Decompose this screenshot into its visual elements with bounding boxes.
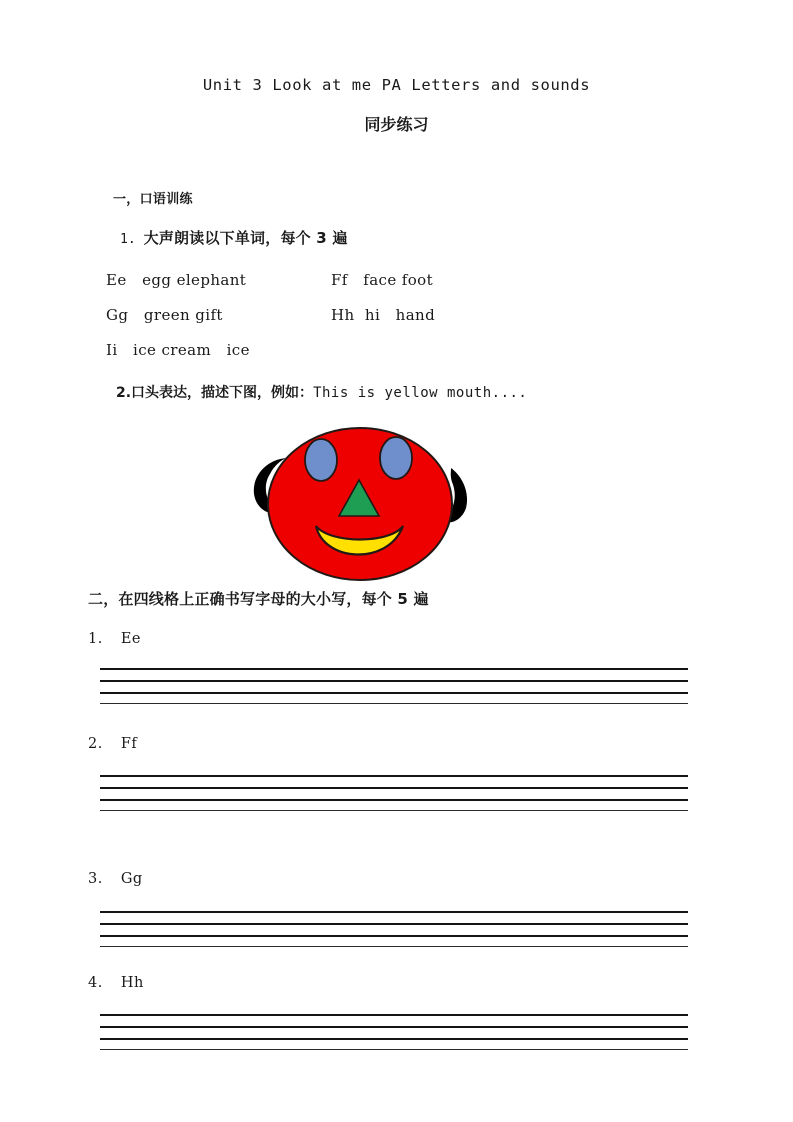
practice-item-number: 4.: [88, 975, 103, 991]
practice-item-number: 1.: [88, 631, 103, 647]
grid-line: [100, 1014, 688, 1016]
grid-line: [100, 935, 688, 937]
grid-line: [100, 668, 688, 670]
grid-line: [100, 703, 688, 704]
practice-item-number: 2.: [88, 736, 103, 752]
four-line-grid: [100, 1014, 688, 1052]
four-line-grid: [100, 911, 688, 949]
word-row: [106, 306, 646, 341]
section-one-heading: 一，口语训练: [113, 192, 193, 207]
practice-item: [88, 735, 708, 753]
right-eye-icon: [380, 437, 412, 479]
section-one-item-1: [120, 227, 348, 248]
practice-item: [88, 630, 708, 648]
item-1-instruction: 大声朗读以下单词，每个 3 遍: [143, 229, 348, 247]
practice-item-number: 3.: [88, 871, 103, 887]
item-1-number: 1.: [120, 232, 136, 247]
word-group-right: Ff face foot: [331, 271, 434, 289]
word-group-left: Ii ice cream ice: [106, 341, 250, 359]
page-title: Unit 3 Look at me PA Letters and sounds: [202, 76, 591, 94]
grid-line: [100, 680, 688, 682]
grid-line: [100, 923, 688, 925]
section-two-heading: 二，在四线格上正确书写字母的大小写，每个 5 遍: [88, 590, 429, 608]
word-row: [106, 341, 646, 376]
word-group-right: Hh hi hand: [331, 306, 436, 324]
item-2-example-sentence: This is yellow mouth....: [313, 385, 528, 401]
grid-line: [100, 799, 688, 801]
practice-item-letters: Ff: [120, 736, 138, 752]
word-row: [106, 271, 646, 306]
grid-line: [100, 911, 688, 913]
practice-item-letters: Hh: [120, 975, 144, 991]
grid-line: [100, 1026, 688, 1028]
grid-line: [100, 775, 688, 777]
word-list: [106, 271, 646, 376]
practice-item-letters: Gg: [120, 871, 143, 887]
grid-line: [100, 946, 688, 947]
practice-item: [88, 870, 708, 888]
grid-line: [100, 1038, 688, 1040]
grid-line: [100, 692, 688, 694]
grid-line: [100, 787, 688, 789]
four-line-grid: [100, 668, 688, 706]
left-eye-icon: [305, 439, 337, 481]
grid-line: [100, 1049, 688, 1050]
page-subtitle: 同步练习: [364, 115, 429, 134]
practice-item: [88, 974, 708, 992]
grid-line: [100, 810, 688, 811]
four-line-grid: [100, 775, 688, 813]
item-2-instruction: 2.口头表达，描述下图，例如：: [116, 385, 314, 401]
word-group-left: Gg green gift: [106, 306, 223, 324]
practice-item-letters: Ee: [120, 631, 142, 647]
word-group-left: Ee egg elephant: [106, 271, 247, 289]
section-one-item-2: [116, 382, 527, 402]
cartoon-face-figure: [248, 420, 488, 590]
